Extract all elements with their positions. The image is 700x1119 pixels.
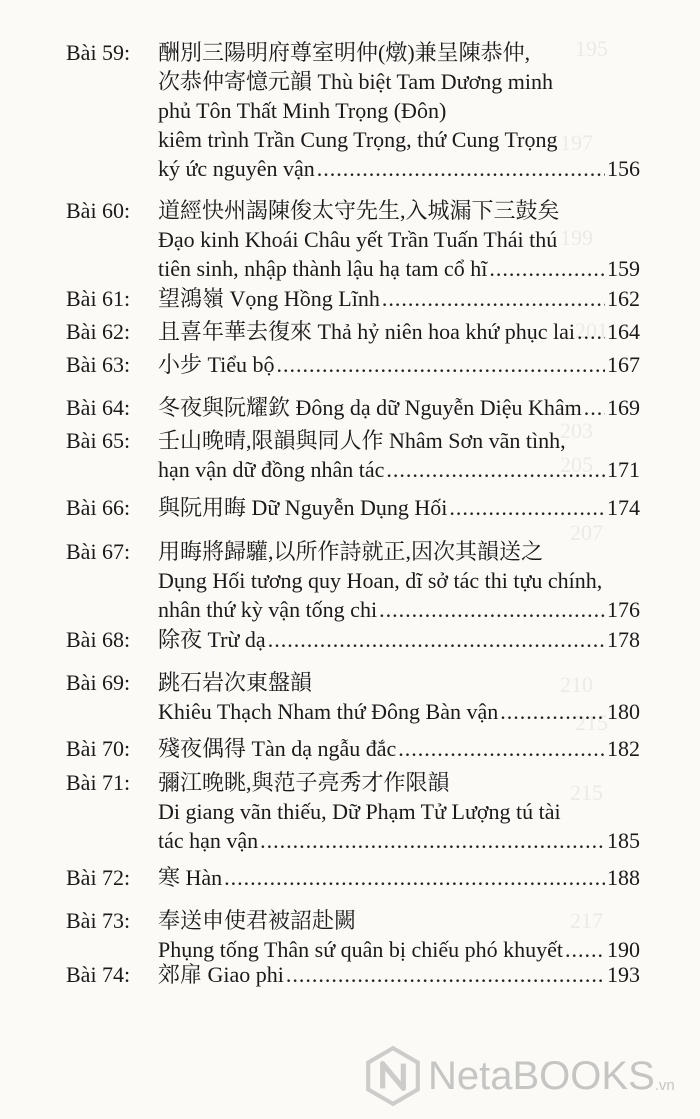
- entry-number: Bài 72:: [66, 865, 131, 890]
- entry-number: Bài 60:: [66, 198, 131, 223]
- entry-number: Bài 61:: [66, 286, 131, 311]
- entry-title-line-last: [158, 826, 640, 855]
- dot-leader: [286, 960, 605, 989]
- entry-title-line: 次恭仲寄憶元韻 Thù biệt Tam Dương minh: [158, 69, 553, 94]
- entry-number: Bài 59:: [66, 40, 131, 65]
- entry-title-line-last: [158, 284, 640, 313]
- entry-title-line-last: [158, 960, 640, 989]
- entry-title-text: ký ức nguyên vận: [158, 156, 315, 181]
- entry-title-line: phủ Tôn Thất Minh Trọng (Đôn): [158, 98, 447, 123]
- dot-leader: [277, 350, 605, 379]
- entry-title-line-last: [158, 697, 640, 726]
- page-number: 167: [607, 352, 640, 377]
- entry-number: Bài 66:: [66, 495, 131, 520]
- entry-title-text: 且喜年華去復來 Thả hỷ niên hoa khứ phục lai: [158, 319, 576, 344]
- dot-leader: [584, 393, 605, 422]
- entry-title-text: 郊扉 Giao phi: [158, 962, 284, 987]
- page-number: 193: [607, 962, 640, 987]
- dot-leader: [317, 154, 605, 183]
- entry-title-text: Phụng tống Thân sứ quân bị chiếu phó khuyết: [158, 937, 564, 962]
- entry-title-line-last: [158, 493, 640, 522]
- entry-title-line-last: [158, 863, 640, 892]
- dot-leader: [386, 455, 605, 484]
- entry-title-line: 用晦將歸驩,以所作詩就正,因次其韻送之: [158, 539, 544, 564]
- entry-title-text: 殘夜偶得 Tàn dạ ngẫu đắc: [158, 736, 397, 761]
- entry-number: Bài 68:: [66, 627, 131, 652]
- entry-title-line: 跳石岩次東盤韻: [158, 670, 313, 695]
- show-through-background: 195 197 199 201 203 205 207 210 215 215 217: [560, 36, 608, 933]
- dot-leader: [379, 595, 605, 624]
- page-number: 176: [607, 597, 640, 622]
- entry-number: Bài 69:: [66, 670, 131, 695]
- entry-title-text: tác hạn vận: [158, 828, 259, 853]
- entry-title-line: 酬別三陽明府尊室明仲(燉)兼呈陳恭仲,: [158, 40, 531, 65]
- entry-title-text: Khiêu Thạch Nham thứ Đông Bàn vận: [158, 699, 499, 724]
- entry-title-line: 奉送申使君被詔赴闕: [158, 908, 357, 933]
- entry-title-text: tiên sinh, nhập thành lậu hạ tam cổ hĩ: [158, 256, 488, 281]
- entry-title-text: 望鴻嶺 Vọng Hồng Lĩnh: [158, 286, 380, 311]
- page-number: 190: [607, 937, 640, 962]
- netabooks-logo-icon: [362, 1045, 424, 1107]
- entry-number: Bài 73:: [66, 908, 131, 933]
- page-number: 169: [607, 395, 640, 420]
- entry-title-line: Di giang vãn thiếu, Dữ Phạm Tử Lượng tú tài: [158, 799, 561, 824]
- entry-number: Bài 70:: [66, 736, 131, 761]
- entry-number: Bài 67:: [66, 539, 131, 564]
- entry-number: Bài 71:: [66, 770, 131, 795]
- entry-title-line: 道經快州謁陳俊太守先生,入城漏下三鼓矣: [158, 198, 560, 223]
- watermark-name: NetaBOOKS: [428, 1053, 655, 1098]
- dot-leader: [260, 826, 605, 855]
- dot-leader: [382, 284, 605, 313]
- page-number: 162: [607, 286, 640, 311]
- dot-leader: [577, 317, 605, 346]
- entry-title-line-last: [158, 393, 640, 422]
- entry-title-line-last: [158, 734, 640, 763]
- entry-title-line: kiêm trình Trần Cung Trọng, thứ Cung Trọng: [158, 127, 558, 152]
- entry-title-line-last: [158, 350, 640, 379]
- page-number: 164: [607, 319, 640, 344]
- entry-number: Bài 64:: [66, 395, 131, 420]
- netabooks-watermark: [362, 1044, 692, 1108]
- entry-title-line-last: [158, 254, 640, 283]
- entry-title-line: Đạo kinh Khoái Châu yết Trần Tuấn Thái thú: [158, 227, 558, 252]
- dot-leader: [398, 734, 605, 763]
- dot-leader: [500, 697, 605, 726]
- page-number: 156: [607, 156, 640, 181]
- entry-title-text: 寒 Hàn: [158, 865, 223, 890]
- entry-title-line-last: [158, 317, 640, 346]
- dot-leader: [268, 625, 605, 654]
- dot-leader: [489, 254, 605, 283]
- entry-number: Bài 74:: [66, 962, 131, 987]
- entry-number: Bài 65:: [66, 428, 131, 453]
- entry-title-line: 彌江晚眺,與范子亮秀才作限韻: [158, 770, 450, 795]
- entry-title-text: 小步 Tiểu bộ: [158, 352, 275, 377]
- page-number: 159: [607, 256, 640, 281]
- entry-title-line: 壬山晚晴,限韻與同人作 Nhâm Sơn vãn tình,: [158, 428, 566, 453]
- page-number: 185: [607, 828, 640, 853]
- entry-number: Bài 63:: [66, 352, 131, 377]
- page-number: 171: [607, 457, 640, 482]
- entry-title-text: 冬夜與阮耀欽 Đông dạ dữ Nguyễn Diệu Khâm: [158, 395, 582, 420]
- dot-leader: [224, 863, 605, 892]
- entry-title-line-last: [158, 154, 640, 183]
- entry-number: Bài 62:: [66, 319, 131, 344]
- page-number: 188: [607, 865, 640, 890]
- page-number: 180: [607, 699, 640, 724]
- entry-title-text: nhân thứ kỳ vận tống chi: [158, 597, 378, 622]
- dot-leader: [449, 493, 605, 522]
- page-number: 182: [607, 736, 640, 761]
- entry-title-text: 除夜 Trừ dạ: [158, 627, 266, 652]
- entry-title-line: Dụng Hối tương quy Hoan, dĩ sở tác thi tựu chính,: [158, 568, 603, 593]
- entry-title-line-last: [158, 595, 640, 624]
- watermark-suffix: .vn: [654, 1077, 675, 1094]
- entry-title-line-last: [158, 625, 640, 654]
- entry-title-text: 與阮用晦 Dữ Nguyễn Dụng Hối: [158, 495, 448, 520]
- page-number: 174: [607, 495, 640, 520]
- entry-title-text: hạn vận dữ đồng nhân tác: [158, 457, 385, 482]
- page-number: 178: [607, 627, 640, 652]
- entry-title-line-last: [158, 455, 640, 484]
